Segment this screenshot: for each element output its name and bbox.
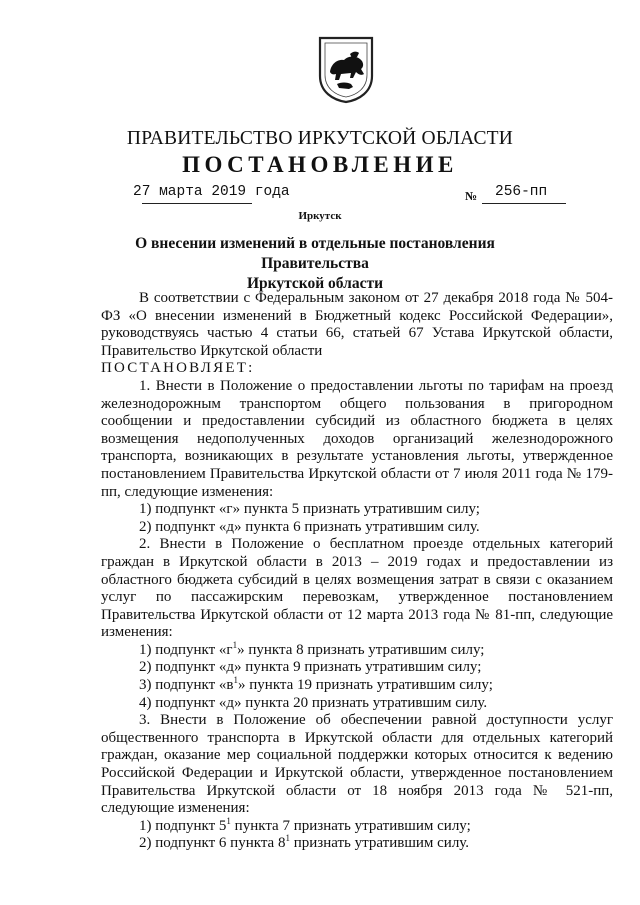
document-heading — [100, 234, 530, 294]
government-name: ПРАВИТЕЛЬСТВО ИРКУТСКОЙ ОБЛАСТИ — [126, 128, 514, 149]
heading-line-1: О внесении изменений в отдельные постановления Правительства — [135, 235, 495, 272]
item-2-subitem-3: 3) подпункт «$в^1$» пункта 19 признать утратившим силу; — [139, 675, 493, 694]
item-2-subitem-1: 1) подпункт «$г^1$» пункта 8 признать утратившим силу; — [139, 639, 485, 658]
coat-of-arms-emblem — [317, 34, 375, 104]
document-date: 27 марта 2019 года — [133, 184, 290, 200]
resolves-line: ПОСТАНОВЛЯЕТ: — [101, 360, 255, 377]
preamble-paragraph: В соответствии с Федеральным законом от 27 декабря 2018 года № 504-ФЗ «О внесении изменений в Бюджетный кодекс Российской Федерации», руководствуясь частью 4 статьи 66, статьей 67 Устава Иркутской области, Правительство Иркутской области — [101, 290, 613, 359]
date-underline — [142, 203, 252, 204]
item-3-subitem-1: 1) подпункт $5^1$ пункта 7 признать утратившим силу; — [139, 815, 471, 834]
item-3-subitem-2: 2) подпункт 6 пункта $8^1$ признать утратившим силу. — [139, 833, 470, 852]
document-type: ПОСТАНОВЛЕНИЕ — [182, 152, 458, 177]
number-label: № — [465, 189, 478, 203]
item-1-subitem-1: 1) подпункт «г» пункта 5 признать утратившим силу; — [139, 501, 480, 518]
item-1-paragraph: 1. Внести в Положение о предоставлении льготы по тарифам на проезд железнодорожным транспортом общего пользования в пригородном сообщении и предоставлении субсидий из областного бюджета в целях возмещения недополученных доходов организаций железнодорожного транспорта, возникающих в результате установления льготы, утвержденное постановлением Правительства Иркутской области от 7 июля 2011 года № 179-пп, следующие изменения: — [101, 377, 613, 500]
item-2-subitem-4: 4) подпункт «д» пункта 20 признать утратившим силу. — [139, 694, 488, 711]
document-number: 256-пп — [495, 184, 548, 200]
item-1-subitem-2: 2) подпункт «д» пункта 6 признать утратившим силу. — [139, 518, 480, 535]
item-2-paragraph: 2. Внести в Положение о бесплатном проезде отдельных категорий граждан в Иркутской области в 2013 – 2019 годах и предоставлении из областного бюджета субсидий в целях возмещения затрат в связи с оказанием услуг по пассажирским перевозкам, утвержденное постановлением Правительства Иркутской области от 12 марта 2013 года № 81-пп, следующие изменения: — [101, 536, 613, 641]
item-2-subitem-2: 2) подпункт «д» пункта 9 признать утратившим силу; — [139, 659, 482, 676]
item-3-paragraph: 3. Внести в Положение об обеспечении равной доступности услуг общественного транспорта в Иркутской области для отдельных категорий граждан, оказание мер социальной поддержки которых относится к ведению Российской Федерации и Иркутской области, утвержденное постановлением Правительства Иркутской области от 18 ноября 2013 года № 521-пп, следующие изменения: — [101, 712, 613, 817]
document-body — [101, 290, 613, 853]
city-name: Иркутск — [298, 210, 342, 222]
number-underline — [482, 203, 566, 204]
heading-line-2: Иркутской области — [246, 275, 384, 292]
